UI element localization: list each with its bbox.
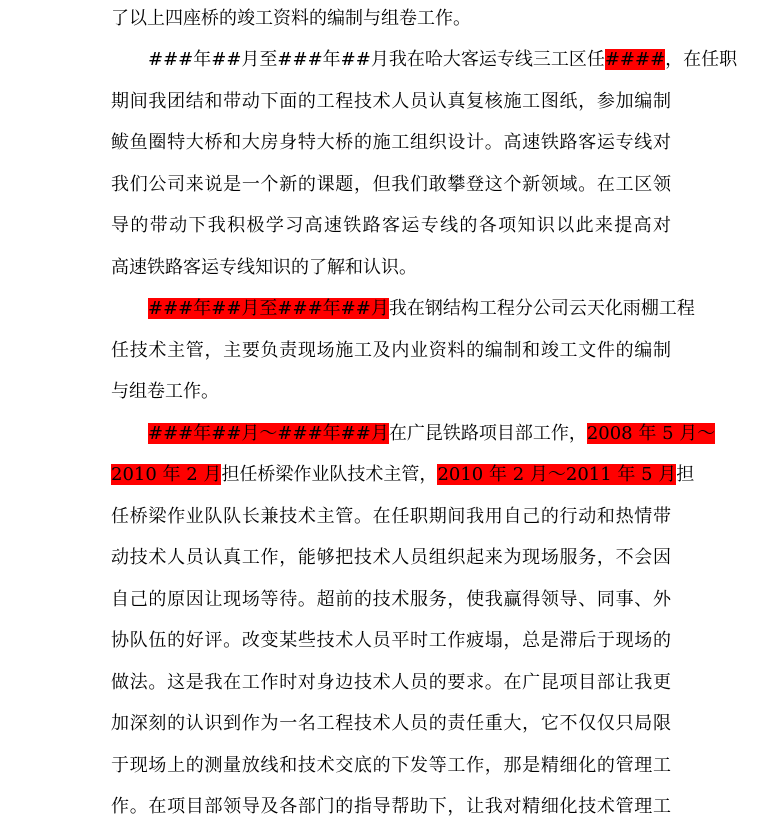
text-segment: 作。在项目部领导及各部门的指导帮助下，让我对精细化技术管理工 xyxy=(111,796,671,817)
text-segment: 鲅鱼圈特大桥和大房身特大桥的施工组织设计。高速铁路客运专线对 xyxy=(111,132,671,153)
highlighted-text: #### xyxy=(604,49,666,70)
text-line xyxy=(111,253,671,283)
text-line xyxy=(148,419,716,449)
highlighted-text: ###年##月至###年##月 xyxy=(148,298,389,319)
text-line xyxy=(111,668,671,698)
text-line xyxy=(111,543,671,573)
text-segment: 加深刻的认识到作为一名工程技术人员的责任重大，它不仅仅只局限 xyxy=(111,713,671,734)
text-line xyxy=(111,460,695,490)
highlighted-text: 2008 年 5 月～ xyxy=(586,423,716,444)
text-line xyxy=(111,709,671,739)
text-segment: ###年##月至###年##月我在哈大客运专线三工区任 xyxy=(148,49,605,70)
text-line xyxy=(148,45,738,75)
text-segment: 期间我团结和带动下面的工程技术人员认真复核施工图纸，参加编制 xyxy=(111,91,671,112)
text-segment: 任技术主管，主要负责现场施工及内业资料的编制和竣工文件的编制 xyxy=(111,340,671,361)
text-line xyxy=(111,502,671,532)
text-segment: 高速铁路客运专线知识的了解和认识。 xyxy=(111,257,417,278)
text-line xyxy=(111,751,671,781)
text-line xyxy=(111,4,671,34)
highlighted-text: 2010 年 2 月～2011 年 5 月 xyxy=(437,464,677,485)
text-segment: 在广昆铁路项目部工作， xyxy=(388,423,587,444)
text-segment: 与组卷工作。 xyxy=(111,381,219,402)
text-line xyxy=(111,87,671,117)
text-segment: 自己的原因让现场等待。超前的技术服务，使我赢得领导、同事、外 xyxy=(111,589,671,610)
text-segment: 了以上四座桥的竣工资料的编制与组卷工作。 xyxy=(111,8,471,29)
text-line xyxy=(111,626,671,656)
text-segment: 于现场上的测量放线和技术交底的下发等工作，那是精细化的管理工 xyxy=(111,755,671,776)
text-segment: 协队伍的好评。改变某些技术人员平时工作疲塌，总是滞后于现场的 xyxy=(111,630,671,651)
text-line xyxy=(111,170,671,200)
text-line xyxy=(111,377,671,407)
text-segment: 我在钢结构工程分公司云天化雨棚工程 xyxy=(388,298,695,319)
highlighted-text: 2010 年 2 月 xyxy=(111,464,222,485)
text-line xyxy=(111,336,671,366)
text-segment: 担任桥梁作业队技术主管， xyxy=(221,464,438,485)
text-line xyxy=(111,792,671,822)
text-segment: 做法。这是我在工作时对身边技术人员的要求。在广昆项目部让我更 xyxy=(111,672,671,693)
text-segment: 担 xyxy=(676,464,695,485)
text-line xyxy=(111,211,671,241)
highlighted-text: ###年##月～###年##月 xyxy=(148,423,389,444)
text-segment: 我们公司来说是一个新的课题，但我们敢攀登这个新领域。在工区领 xyxy=(111,174,671,195)
text-line xyxy=(111,128,671,158)
text-segment: 任桥梁作业队队长兼技术主管。在任职期间我用自己的行动和热情带 xyxy=(111,506,671,527)
text-segment: 导的带动下我积极学习高速铁路客运专线的各项知识以此来提高对 xyxy=(111,215,671,236)
text-segment: 动技术人员认真工作，能够把技术人员组织起来为现场服务，不会因 xyxy=(111,547,671,568)
text-line xyxy=(148,294,695,324)
text-line xyxy=(111,585,671,615)
text-segment: ，在任职 xyxy=(665,49,738,70)
